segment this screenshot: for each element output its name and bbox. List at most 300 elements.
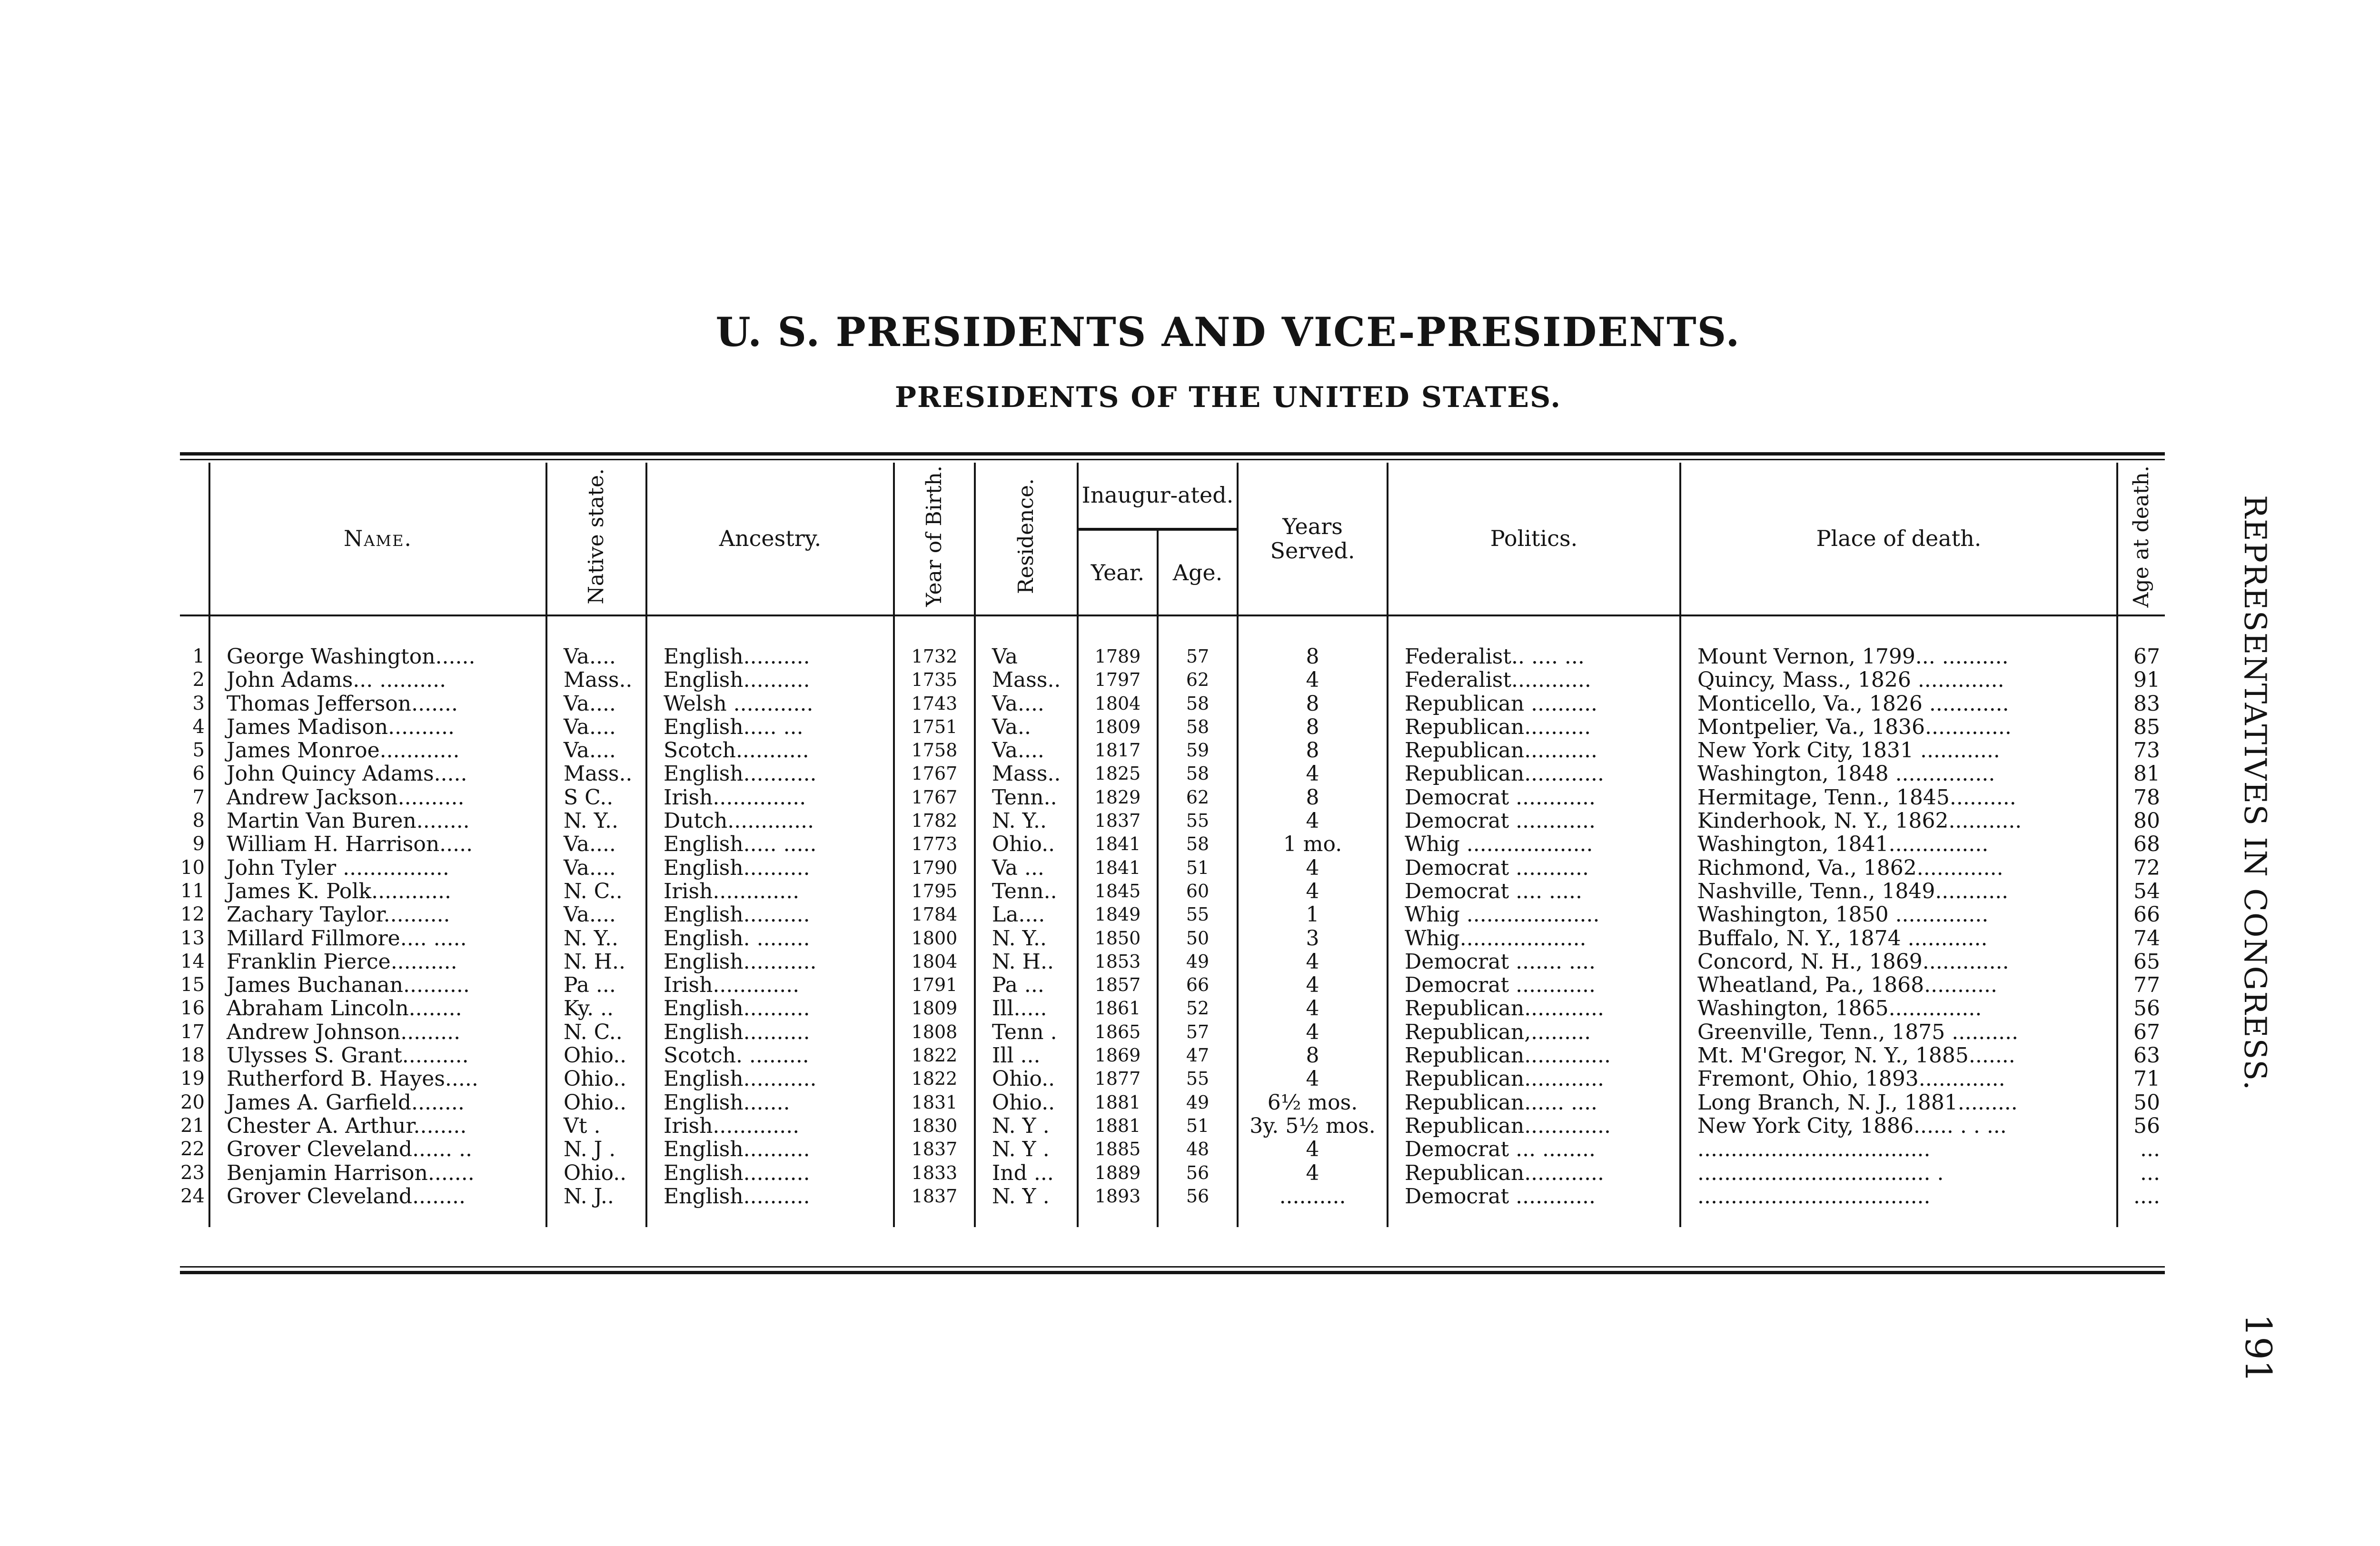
inauguration-year: 1849 (1078, 903, 1158, 926)
birth-year: 1773 (894, 832, 975, 856)
president-name: Abraham Lincoln........ (209, 997, 546, 1020)
table-row (180, 692, 2165, 715)
president-name: John Quincy Adams..... (209, 762, 546, 785)
inauguration-age: 52 (1158, 997, 1238, 1020)
place-of-death: Monticello, Va., 1826 ............ (1680, 692, 2117, 715)
age-at-death: 73 (2117, 739, 2165, 762)
inauguration-year: 1885 (1078, 1138, 1158, 1161)
years-served: 3 (1238, 927, 1388, 950)
place-of-death: New York City, 1831 ............ (1680, 739, 2117, 762)
table-row (180, 668, 2165, 692)
table-row (180, 786, 2165, 809)
bottom-rule-thin (180, 1266, 2165, 1268)
ancestry: English........... (646, 762, 894, 785)
col-header-place-of-death: Place of death. (1680, 463, 2117, 615)
native-state: N. C.. (546, 1021, 646, 1044)
president-name: John Adams... .......... (209, 668, 546, 692)
birth-year: 1758 (894, 739, 975, 762)
native-state: N. Y.. (546, 927, 646, 950)
birth-year: 1767 (894, 786, 975, 809)
row-number: 3 (192, 692, 205, 714)
residence: Va ... (975, 856, 1078, 880)
row-number: 18 (180, 1044, 205, 1067)
table-row (180, 1114, 2165, 1138)
inauguration-year: 1889 (1078, 1161, 1158, 1185)
inauguration-year: 1861 (1078, 997, 1158, 1020)
place-of-death: Kinderhook, N. Y., 1862........... (1680, 809, 2117, 832)
table-row (180, 715, 2165, 739)
birth-year: 1837 (894, 1185, 975, 1227)
years-served: 6½ mos. (1238, 1091, 1388, 1114)
residence: N. Y . (975, 1185, 1078, 1227)
native-state: N. J.. (546, 1185, 646, 1227)
place-of-death: ................................... (1680, 1138, 2117, 1161)
birth-year: 1732 (894, 615, 975, 668)
residence: Pa ... (975, 973, 1078, 997)
ancestry: English.......... (646, 1185, 894, 1227)
top-rule-thin (180, 459, 2165, 460)
birth-year: 1791 (894, 973, 975, 997)
native-state: Va.... (546, 692, 646, 715)
inauguration-age: 51 (1158, 1114, 1238, 1138)
inauguration-age: 60 (1158, 880, 1238, 903)
inauguration-age: 62 (1158, 786, 1238, 809)
politics: Republican.......... (1388, 715, 1680, 739)
place-of-death: Hermitage, Tenn., 1845.......... (1680, 786, 2117, 809)
row-number: 22 (180, 1138, 205, 1160)
inauguration-year: 1841 (1078, 856, 1158, 880)
residence: La.... (975, 903, 1078, 926)
table-row (180, 1044, 2165, 1067)
age-at-death: 85 (2117, 715, 2165, 739)
native-state: Va.... (546, 832, 646, 856)
age-at-death: 83 (2117, 692, 2165, 715)
age-at-death: ... (2117, 1138, 2165, 1161)
age-at-death: 67 (2117, 1021, 2165, 1044)
place-of-death: Concord, N. H., 1869............. (1680, 950, 2117, 973)
politics: Federalist.. .... ... (1388, 615, 1680, 668)
age-at-death: 56 (2117, 1114, 2165, 1138)
president-name: James A. Garfield........ (209, 1091, 546, 1114)
native-state: Ohio.. (546, 1067, 646, 1090)
birth-year: 1804 (894, 950, 975, 973)
age-at-death: 67 (2117, 615, 2165, 668)
row-number: 10 (180, 856, 205, 879)
birth-year: 1790 (894, 856, 975, 880)
birth-year: 1735 (894, 668, 975, 692)
years-served: 4 (1238, 856, 1388, 880)
politics: Whig ................... (1388, 832, 1680, 856)
col-header-inaugurated: Inaugur-ated. (1078, 463, 1238, 529)
table-row (180, 1021, 2165, 1044)
residence: Va (975, 615, 1078, 668)
president-name: Zachary Taylor.......... (209, 903, 546, 926)
politics: Whig................... (1388, 927, 1680, 950)
col-header-number (180, 463, 209, 615)
birth-year: 1784 (894, 903, 975, 926)
residence: Ohio.. (975, 832, 1078, 856)
col-header-year-of-birth: Year of Birth. (894, 463, 975, 615)
politics: Republican........... (1388, 739, 1680, 762)
ancestry: Irish............. (646, 880, 894, 903)
inauguration-age: 58 (1158, 762, 1238, 785)
table-header-row (180, 463, 2165, 529)
president-name: Franklin Pierce.......... (209, 950, 546, 973)
years-served: 1 (1238, 903, 1388, 926)
birth-year: 1831 (894, 1091, 975, 1114)
table-row (180, 762, 2165, 785)
place-of-death: Washington, 1865.............. (1680, 997, 2117, 1020)
inauguration-age: 58 (1158, 692, 1238, 715)
years-served: 4 (1238, 997, 1388, 1020)
birth-year: 1837 (894, 1138, 975, 1161)
top-rule (180, 452, 2165, 456)
president-name: John Tyler ................ (209, 856, 546, 880)
col-header-inaug-year: Year. (1078, 529, 1158, 615)
col-header-ancestry: Ancestry. (646, 463, 894, 615)
ancestry: Irish............. (646, 973, 894, 997)
ancestry: English.......... (646, 1161, 894, 1185)
inauguration-year: 1809 (1078, 715, 1158, 739)
col-header-name: Name. (209, 463, 546, 615)
president-name: James Madison.......... (209, 715, 546, 739)
politics: Republican............ (1388, 762, 1680, 785)
place-of-death: ................................... (1680, 1185, 2117, 1227)
native-state: N. J . (546, 1138, 646, 1161)
residence: Ill..... (975, 997, 1078, 1020)
age-at-death: .... (2117, 1185, 2165, 1227)
page-title: U. S. PRESIDENTS AND VICE-PRESIDENTS. (715, 308, 1741, 356)
inauguration-year: 1865 (1078, 1021, 1158, 1044)
inauguration-age: 56 (1158, 1161, 1238, 1185)
place-of-death: New York City, 1886...... . . ... (1680, 1114, 2117, 1138)
inauguration-year: 1881 (1078, 1091, 1158, 1114)
inauguration-year: 1817 (1078, 739, 1158, 762)
president-name: Millard Fillmore.... ..... (209, 927, 546, 950)
ancestry: English....... (646, 1091, 894, 1114)
president-name: Grover Cleveland...... .. (209, 1138, 546, 1161)
table-row (180, 1067, 2165, 1090)
residence: Mass.. (975, 668, 1078, 692)
inauguration-age: 49 (1158, 1091, 1238, 1114)
years-served: 4 (1238, 762, 1388, 785)
row-number: 12 (180, 903, 205, 926)
president-name: William H. Harrison..... (209, 832, 546, 856)
table-row (180, 615, 2165, 668)
politics: Republican,......... (1388, 1021, 1680, 1044)
row-number: 14 (180, 950, 205, 972)
inauguration-year: 1829 (1078, 786, 1158, 809)
residence: Ind ... (975, 1161, 1078, 1185)
president-name: Grover Cleveland........ (209, 1185, 546, 1227)
place-of-death: Washington, 1848 ............... (1680, 762, 2117, 785)
native-state: Va.... (546, 615, 646, 668)
inauguration-year: 1881 (1078, 1114, 1158, 1138)
ancestry: English.......... (646, 997, 894, 1020)
birth-year: 1743 (894, 692, 975, 715)
residence: Va.... (975, 692, 1078, 715)
birth-year: 1830 (894, 1114, 975, 1138)
ancestry: Welsh ............ (646, 692, 894, 715)
row-number: 4 (192, 715, 205, 738)
inauguration-age: 66 (1158, 973, 1238, 997)
table-row (180, 809, 2165, 832)
inauguration-age: 58 (1158, 715, 1238, 739)
politics: Democrat ............ (1388, 786, 1680, 809)
residence: Va.... (975, 739, 1078, 762)
row-number: 19 (180, 1068, 205, 1090)
birth-year: 1822 (894, 1044, 975, 1067)
years-served: 4 (1238, 1138, 1388, 1161)
ancestry: English.......... (646, 1021, 894, 1044)
politics: Democrat ............ (1388, 809, 1680, 832)
residence: Tenn.. (975, 880, 1078, 903)
place-of-death: Nashville, Tenn., 1849........... (1680, 880, 2117, 903)
politics: Democrat ............ (1388, 1185, 1680, 1227)
years-served: 8 (1238, 739, 1388, 762)
place-of-death: Montpelier, Va., 1836............. (1680, 715, 2117, 739)
col-header-politics: Politics. (1388, 463, 1680, 615)
politics: Republican............ (1388, 1067, 1680, 1090)
bottom-rule (180, 1271, 2165, 1274)
ancestry: English.......... (646, 615, 894, 668)
residence: Ohio.. (975, 1067, 1078, 1090)
president-name: Chester A. Arthur........ (209, 1114, 546, 1138)
politics: Democrat ... ........ (1388, 1138, 1680, 1161)
table-row (180, 1185, 2165, 1227)
page-subtitle: PRESIDENTS OF THE UNITED STATES. (894, 381, 1562, 414)
inauguration-year: 1837 (1078, 809, 1158, 832)
col-header-years-served: Years Served. (1238, 463, 1388, 615)
row-number: 6 (192, 763, 205, 785)
place-of-death: ................................... . (1680, 1161, 2117, 1185)
birth-year: 1809 (894, 997, 975, 1020)
president-name: Andrew Johnson......... (209, 1021, 546, 1044)
ancestry: English..... ... (646, 715, 894, 739)
row-number: 21 (180, 1114, 205, 1137)
politics: Democrat ........... (1388, 856, 1680, 880)
ancestry: English.......... (646, 903, 894, 926)
birth-year: 1833 (894, 1161, 975, 1185)
inauguration-year: 1869 (1078, 1044, 1158, 1067)
age-at-death: ... (2117, 1161, 2165, 1185)
ancestry: Irish.............. (646, 786, 894, 809)
age-at-death: 78 (2117, 786, 2165, 809)
years-served: 4 (1238, 1021, 1388, 1044)
president-name: James Monroe............ (209, 739, 546, 762)
ancestry: English........... (646, 1067, 894, 1090)
president-name: Ulysses S. Grant.......... (209, 1044, 546, 1067)
ancestry: English.......... (646, 856, 894, 880)
native-state: Pa ... (546, 973, 646, 997)
place-of-death: Mount Vernon, 1799... .......... (1680, 615, 2117, 668)
years-served: 8 (1238, 715, 1388, 739)
native-state: Ohio.. (546, 1044, 646, 1067)
table-row (180, 1138, 2165, 1161)
birth-year: 1795 (894, 880, 975, 903)
presidents-table (180, 463, 2165, 1227)
president-name: George Washington...... (209, 615, 546, 668)
age-at-death: 66 (2117, 903, 2165, 926)
col-header-inaug-age: Age. (1158, 529, 1238, 615)
native-state: Va.... (546, 856, 646, 880)
row-number: 23 (180, 1161, 205, 1184)
row-number: 16 (180, 997, 205, 1020)
residence: Ill ... (975, 1044, 1078, 1067)
row-number: 17 (180, 1021, 205, 1043)
native-state: S C.. (546, 786, 646, 809)
inauguration-year: 1850 (1078, 927, 1158, 950)
inauguration-age: 51 (1158, 856, 1238, 880)
age-at-death: 54 (2117, 880, 2165, 903)
row-number: 15 (180, 974, 205, 996)
years-served: 8 (1238, 615, 1388, 668)
place-of-death: Fremont, Ohio, 1893............. (1680, 1067, 2117, 1090)
table-row (180, 950, 2165, 973)
inauguration-age: 55 (1158, 1067, 1238, 1090)
inauguration-year: 1841 (1078, 832, 1158, 856)
age-at-death: 74 (2117, 927, 2165, 950)
place-of-death: Long Branch, N. J., 1881......... (1680, 1091, 2117, 1114)
page-number: 191 (2237, 1314, 2280, 1383)
ancestry: English. ........ (646, 927, 894, 950)
president-name: Benjamin Harrison....... (209, 1161, 546, 1185)
row-number: 5 (192, 739, 205, 762)
row-number: 24 (180, 1185, 205, 1207)
native-state: Ky. .. (546, 997, 646, 1020)
table-row (180, 880, 2165, 903)
native-state: Vt . (546, 1114, 646, 1138)
politics: Republican............ (1388, 1161, 1680, 1185)
col-header-residence: Residence. (975, 463, 1078, 615)
birth-year: 1800 (894, 927, 975, 950)
residence: N. Y . (975, 1114, 1078, 1138)
place-of-death: Wheatland, Pa., 1868........... (1680, 973, 2117, 997)
running-header: REPRESENTATIVES IN CONGRESS. (2237, 495, 2272, 1091)
native-state: Mass.. (546, 668, 646, 692)
place-of-death: Washington, 1850 .............. (1680, 903, 2117, 926)
inauguration-year: 1789 (1078, 615, 1158, 668)
native-state: Va.... (546, 715, 646, 739)
president-name: Andrew Jackson.......... (209, 786, 546, 809)
years-served: 4 (1238, 973, 1388, 997)
ancestry: Scotch. ......... (646, 1044, 894, 1067)
residence: Mass.. (975, 762, 1078, 785)
years-served: 4 (1238, 668, 1388, 692)
row-number: 7 (192, 786, 205, 808)
politics: Democrat ............ (1388, 973, 1680, 997)
inauguration-age: 50 (1158, 927, 1238, 950)
years-served: 3y. 5½ mos. (1238, 1114, 1388, 1138)
residence: N. H.. (975, 950, 1078, 973)
row-number: 2 (192, 669, 205, 691)
inauguration-age: 57 (1158, 1021, 1238, 1044)
inauguration-age: 49 (1158, 950, 1238, 973)
birth-year: 1751 (894, 715, 975, 739)
place-of-death: Mt. M'Gregor, N. Y., 1885....... (1680, 1044, 2117, 1067)
place-of-death: Richmond, Va., 1862............. (1680, 856, 2117, 880)
years-served: 8 (1238, 1044, 1388, 1067)
inauguration-age: 48 (1158, 1138, 1238, 1161)
years-served: 4 (1238, 1067, 1388, 1090)
place-of-death: Buffalo, N. Y., 1874 ............ (1680, 927, 2117, 950)
age-at-death: 77 (2117, 973, 2165, 997)
native-state: N. C.. (546, 880, 646, 903)
inauguration-year: 1825 (1078, 762, 1158, 785)
politics: Republican............. (1388, 1044, 1680, 1067)
col-header-age-at-death: Age at death. (2117, 463, 2165, 615)
birth-year: 1767 (894, 762, 975, 785)
native-state: Va.... (546, 739, 646, 762)
birth-year: 1808 (894, 1021, 975, 1044)
inauguration-age: 55 (1158, 903, 1238, 926)
ancestry: English........... (646, 950, 894, 973)
native-state: Ohio.. (546, 1091, 646, 1114)
years-served: .......... (1238, 1185, 1388, 1227)
native-state: Va.... (546, 903, 646, 926)
inauguration-age: 58 (1158, 832, 1238, 856)
ancestry: English.......... (646, 1138, 894, 1161)
birth-year: 1782 (894, 809, 975, 832)
row-number: 8 (192, 810, 205, 832)
table-row (180, 903, 2165, 926)
years-served: 4 (1238, 809, 1388, 832)
row-number: 9 (192, 833, 205, 855)
inauguration-year: 1797 (1078, 668, 1158, 692)
place-of-death: Greenville, Tenn., 1875 .......... (1680, 1021, 2117, 1044)
presidents-table-container (180, 452, 2165, 1278)
residence: Va.. (975, 715, 1078, 739)
politics: Republican............. (1388, 1114, 1680, 1138)
native-state: N. Y.. (546, 809, 646, 832)
inauguration-age: 47 (1158, 1044, 1238, 1067)
president-name: James Buchanan.......... (209, 973, 546, 997)
politics: Republican .......... (1388, 692, 1680, 715)
inauguration-year: 1845 (1078, 880, 1158, 903)
politics: Republican...... .... (1388, 1091, 1680, 1114)
row-number: 1 (192, 645, 205, 667)
inauguration-year: 1853 (1078, 950, 1158, 973)
inauguration-age: 59 (1158, 739, 1238, 762)
birth-year: 1822 (894, 1067, 975, 1090)
years-served: 1 mo. (1238, 832, 1388, 856)
inauguration-age: 62 (1158, 668, 1238, 692)
row-number: 13 (180, 927, 205, 949)
ancestry: English..... ..... (646, 832, 894, 856)
residence: Tenn . (975, 1021, 1078, 1044)
table-row (180, 832, 2165, 856)
president-name: Martin Van Buren........ (209, 809, 546, 832)
native-state: N. H.. (546, 950, 646, 973)
age-at-death: 80 (2117, 809, 2165, 832)
politics: Democrat ....... .... (1388, 950, 1680, 973)
age-at-death: 91 (2117, 668, 2165, 692)
president-name: James K. Polk............ (209, 880, 546, 903)
politics: Democrat .... ..... (1388, 880, 1680, 903)
inauguration-age: 56 (1158, 1185, 1238, 1227)
table-row (180, 927, 2165, 950)
native-state: Mass.. (546, 762, 646, 785)
politics: Whig .................... (1388, 903, 1680, 926)
inauguration-age: 55 (1158, 809, 1238, 832)
inauguration-age: 57 (1158, 615, 1238, 668)
residence: N. Y . (975, 1138, 1078, 1161)
age-at-death: 68 (2117, 832, 2165, 856)
table-row (180, 997, 2165, 1020)
age-at-death: 81 (2117, 762, 2165, 785)
place-of-death: Washington, 1841............... (1680, 832, 2117, 856)
table-row (180, 1161, 2165, 1185)
